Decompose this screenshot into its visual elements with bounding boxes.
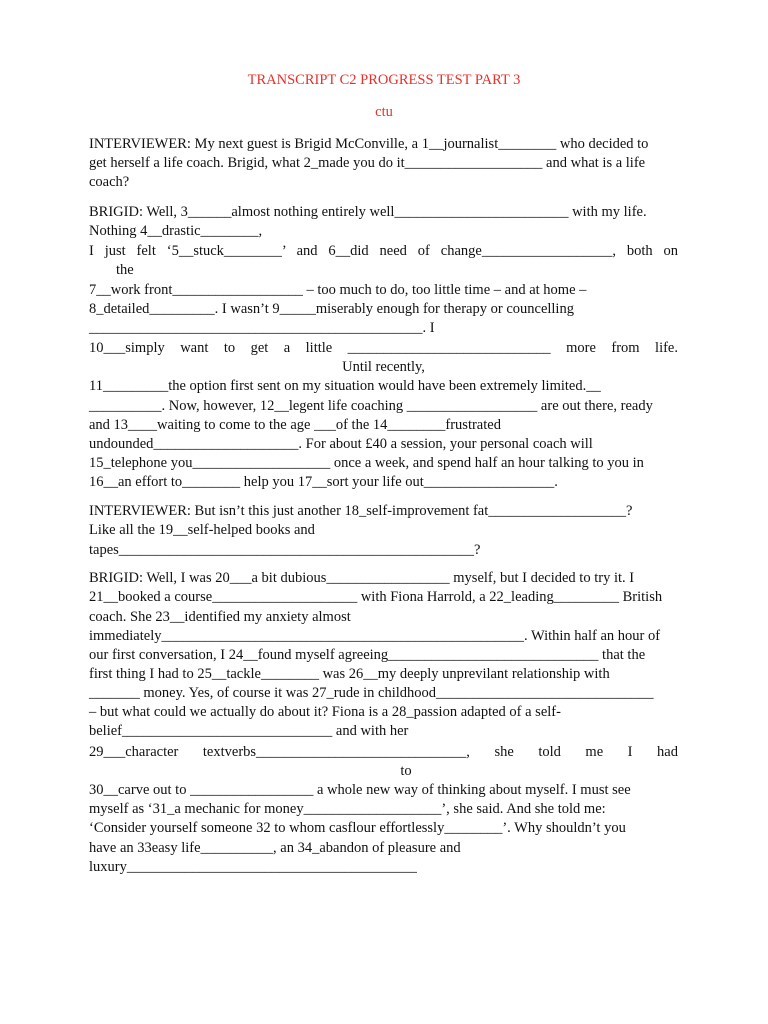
text-line: Nothing 4__drastic________, [89,223,263,239]
text-line: BRIGID: Well, I was 20___a bit dubious_________________ myself, but I decided to try it. I [89,570,635,586]
text-line: 21__booked a course____________________ with Fiona Harrold, a 22_leading_________ British [89,589,663,605]
text-line: 10___simply want to get a little ____________________________ more from life. [89,340,678,356]
text-line: coach? [89,174,130,190]
text-line: I just felt ‘5__stuck________’ and 6__did need of change__________________, both on [89,243,678,259]
text-line: ______________________________________________. I [89,320,435,336]
text-line: our first conversation, I 24__found myself agreeing_____________________________ that the [89,647,646,663]
text-line: luxury________________________________________ [89,859,417,875]
text-line: ‘Consider yourself someone 32 to whom casflour effortlessly________’. Why shouldn’t you [89,820,626,836]
text-line: 30__carve out to _________________ a whole new way of thinking about myself. I must see [89,782,631,798]
text-line: – but what could we actually do about it? Fiona is a 28_passion adapted of a self- [89,704,561,720]
text-line: INTERVIEWER: But isn’t this just another 18_self-improvement fat___________________? [89,503,633,519]
text-line: get herself a life coach. Brigid, what 2_made you do it___________________ and what is a life [89,155,646,171]
text-line: 7__work front__________________ – too much to do, too little time – and at home – [89,282,587,298]
text-line: belief_____________________________ and with her [89,723,409,739]
text-line: have an 33easy life__________, an 34_abandon of pleasure and [89,840,461,856]
document-title: TRANSCRIPT C2 PROGRESS TEST PART 3 [247,72,521,88]
text-line: INTERVIEWER: My next guest is Brigid McConville, a 1__journalist________ who decided to [89,136,649,152]
text-line: Like all the 19__self-helped books and [89,522,315,538]
text-line: 15_telephone you___________________ once a week, and spend half an hour talking to you in [89,455,644,471]
document-subtitle: ctu [375,104,393,120]
text-line: undounded____________________. For about £40 a session, your personal coach will [89,436,593,452]
text-line: __________. Now, however, 12__legent life coaching __________________ are out there, ready [89,398,653,414]
text-line: tapes_________________________________________________? [89,542,481,558]
text-line: 29___character textverbs_____________________________, she told me I had [89,744,678,760]
text-line: BRIGID: Well, 3______almost nothing entirely well________________________ with my life. [89,204,647,220]
text-line: 8_detailed_________. I wasn’t 9_____miserably enough for therapy or councelling [89,301,574,317]
text-line: and 13____waiting to come to the age ___of the 14________frustrated [89,417,501,433]
text-line: the [116,262,134,278]
text-line: first thing I had to 25__tackle________ was 26__my deeply unprevilant relationship with [89,666,610,682]
text-line: 11_________the option first sent on my situation would have been extremely limited.__ [89,378,601,394]
text-line: coach. She 23__identified my anxiety almost [89,609,351,625]
text-line: Until recently, [342,359,425,375]
text-line: 16__an effort to________ help you 17__sort your life out__________________. [89,474,558,490]
text-line: myself as ‘31_a mechanic for money___________________’, she said. And she told me: [89,801,606,817]
text-line: immediately__________________________________________________. Within half an hour of [89,628,661,644]
text-line: _______ money. Yes, of course it was 27_rude in childhood______________________________ [89,685,654,701]
text-line: to [400,763,412,779]
